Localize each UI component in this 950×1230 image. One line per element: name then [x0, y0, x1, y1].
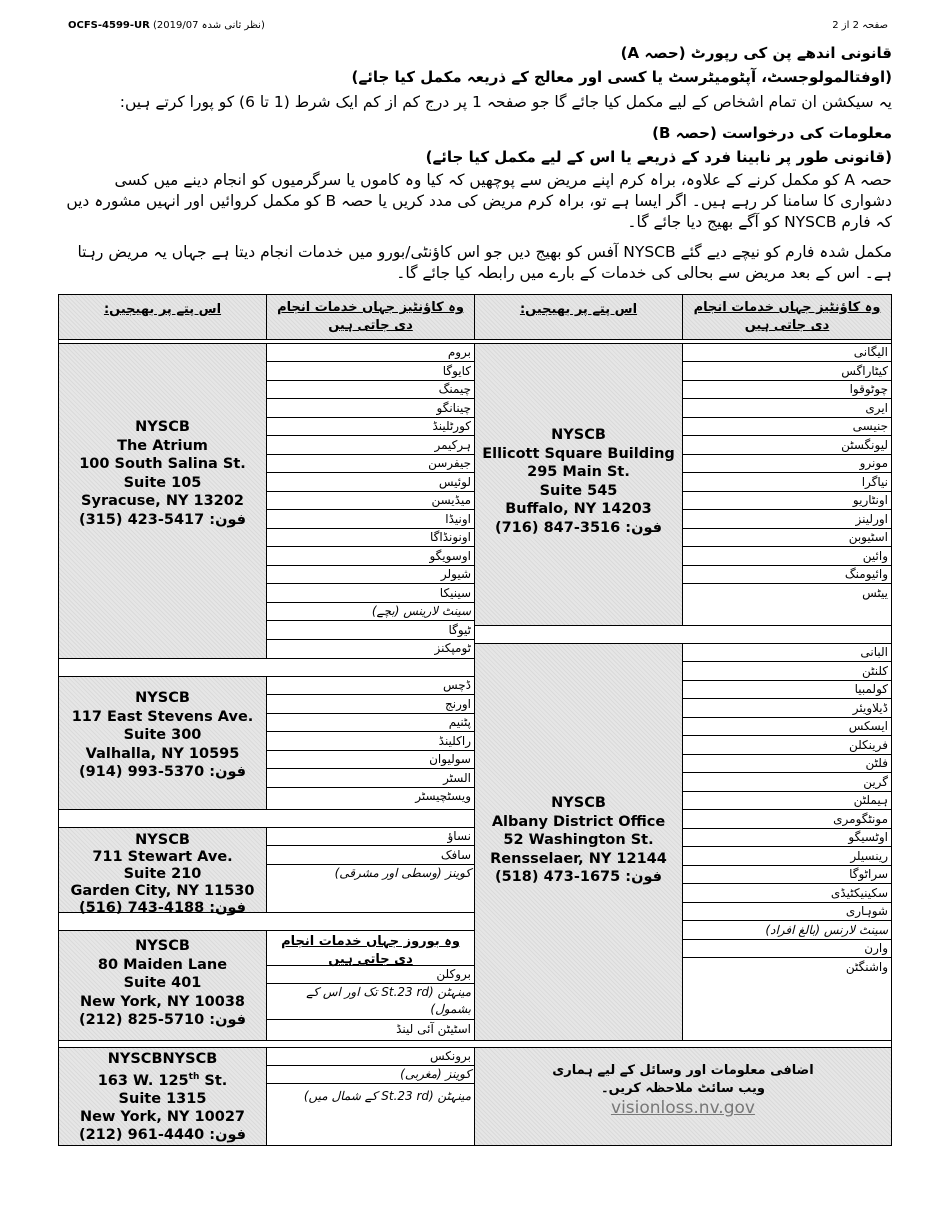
gardencity-line2: 711 Stewart Ave. [92, 849, 233, 865]
newyork-phone: فون: 5710-825 (212) [78, 1012, 247, 1028]
syracuse-county-item: اونونڈاگا [267, 529, 474, 547]
form-id [68, 20, 265, 31]
valhalla-county-item: ویسٹچیسٹر [415, 789, 471, 803]
office-table [58, 294, 892, 1146]
syracuse-line3: 100 South Salina St. [79, 456, 246, 472]
header-send-to-right-label: اس پتے پر بھیجیں: [519, 302, 638, 317]
syracuse-county-item: کایوگا [267, 363, 474, 381]
buffalo-county-item: اسٹیوبن [683, 529, 891, 547]
gardencity-line4: Garden City, NY 11530 [70, 883, 255, 899]
albany-county-item: ڈیلاویئر [683, 700, 891, 718]
borough-brooklyn: بروکلن [267, 966, 474, 984]
albany-line2: Albany District Office [491, 813, 666, 830]
buffalo-county-item: جنیسی [683, 418, 891, 436]
buffalo-county-item: ییٹس [862, 585, 888, 600]
buffalo-county-item: کیٹاراگس [683, 363, 891, 381]
header-counties-right-label: وہ کاؤنٹیز جہاں خدمات انجام دی جاتی ہیں [693, 300, 881, 333]
info-box [474, 1047, 892, 1146]
gap-after-valhalla [58, 809, 475, 828]
borough-staten-island: اسٹیٹن آئی لینڈ [396, 1022, 471, 1036]
albany-county-item: سراٹوگا [683, 866, 891, 884]
albany-line1: NYSCB [551, 795, 606, 811]
buffalo-line4: Suite 545 [539, 482, 618, 499]
buffalo-county-item: نیاگرا [683, 474, 891, 492]
borough-queens-west: کوینز (مغربی) [267, 1066, 474, 1084]
albany-phone: فون: 1675-473 (518) [494, 869, 663, 885]
office-valhalla [58, 676, 267, 810]
info-url-wrap [475, 1098, 891, 1118]
office-valhalla-address [59, 677, 266, 782]
albany-county-item: البانی [683, 644, 891, 662]
header-send-to-left [58, 294, 267, 340]
gardencity-county-item: سافک [267, 847, 474, 865]
office-gardencity [58, 827, 267, 916]
harlem-line4: New York, NY 10027 [79, 1108, 246, 1125]
buffalo-county-item: مونرو [683, 455, 891, 473]
borough-manhattan-south: مینہٹن (St.23 rd تک اور اس کے بشمول) [267, 984, 474, 1020]
syracuse-county-item: ٹومپکنز [434, 641, 471, 655]
office-albany-address [475, 644, 682, 887]
albany-county-item: گرین [683, 774, 891, 792]
syracuse-county-item: ہرکیمر [267, 437, 474, 455]
section-b-instructions: مکمل شدہ فارم کو نیچے دیے گئے NYSCB آفس کو بھیج دیں جو اس کاؤنٹی/بورو میں خدمات انجام دیتا ہے جہاں یہ مریض رہتا ہے۔ اس کے بعد مریض سے بحالی کی خدمات کے بارے میں رابطہ کیا جائے گا۔ [77, 243, 892, 282]
gap-after-buffalo [474, 625, 892, 644]
form-id-code: OCFS-4599-UR [68, 20, 150, 31]
syracuse-county-item: اوسویگو [267, 548, 474, 566]
harlem-line2-st: St. [199, 1072, 228, 1089]
office-buffalo-address [475, 344, 682, 537]
office-syracuse-address [59, 344, 266, 529]
header-send-to-left-label: اس پتے پر بھیجیں: [103, 302, 222, 317]
syracuse-phone: فون: 5417-423 (315) [78, 511, 247, 528]
section-b-title: معلومات کی درخواست (حصہ B) [652, 124, 892, 142]
albany-county-item: کلنٹن [683, 663, 891, 681]
section-a-title: قانونی اندھے پن کی رپورٹ (حصہ A) [620, 44, 892, 62]
form-revision: (2019/07 نظر ثانی شدہ) [153, 20, 265, 31]
syracuse-county-item: کورٹلینڈ [267, 418, 474, 436]
office-newyork [58, 930, 267, 1041]
syracuse-line4: Suite 105 [123, 474, 202, 491]
section-a-text: یہ سیکشن ان تمام اشخاص کے لیے مکمل کیا جائے گا جو صفحہ 1 پر درج کم از کم ایک شرط (1 تا 6) کو پورا کرتے ہیں: [119, 93, 892, 111]
buffalo-county-item: اورلینز [683, 511, 891, 529]
boroughs-header-1: وہ بوروز جہاں خدمات انجام دی جاتی ہیں [267, 931, 474, 966]
albany-county-item: واشنگٹن [845, 959, 888, 974]
syracuse-county-item: سینیکا [267, 585, 474, 603]
valhalla-county-item: السٹر [267, 770, 474, 788]
albany-county-item: اوٹسیگو [683, 829, 891, 847]
gardencity-line3: Suite 210 [123, 866, 202, 882]
harlem-line2 [59, 1068, 266, 1090]
buffalo-county-item: الیگانی [683, 344, 891, 362]
buffalo-county-item: وائیومنگ [683, 566, 891, 584]
syracuse-counties [266, 343, 475, 659]
newyork-boroughs [266, 930, 475, 1041]
buffalo-line2: Ellicott Square Building [482, 445, 675, 462]
syracuse-county-item: بروم [267, 344, 474, 362]
valhalla-counties [266, 676, 475, 810]
office-harlem [58, 1047, 267, 1146]
page-number: صفحہ 2 از 2 [832, 20, 888, 31]
buffalo-county-item: ایری [683, 400, 891, 418]
harlem-line3: Suite 1315 [118, 1090, 207, 1107]
albany-county-item: فرینکلن [683, 737, 891, 755]
office-gardencity-address [59, 828, 266, 917]
buffalo-line3: 295 Main St. [527, 464, 630, 480]
office-newyork-address [59, 931, 266, 1030]
syracuse-county-item: میڈیسن [267, 492, 474, 510]
albany-county-item: فلٹن [683, 755, 891, 773]
valhalla-county-item: ڈچس [267, 677, 474, 695]
harlem-line2-street: 163 W. 125 [97, 1072, 189, 1089]
valhalla-line1: NYSCB [135, 690, 190, 706]
syracuse-county-item: سینٹ لارینس (بچے) [267, 603, 474, 621]
buffalo-county-item: اونٹاریو [683, 492, 891, 510]
valhalla-county-item: راکلینڈ [267, 733, 474, 751]
buffalo-line1: NYSCB [551, 427, 606, 443]
valhalla-county-item: پٹنیم [267, 714, 474, 732]
harlem-boroughs [266, 1047, 475, 1146]
office-syracuse [58, 343, 267, 659]
valhalla-phone: فون: 5370-993 (914) [78, 764, 247, 780]
office-albany [474, 643, 683, 1041]
website-link[interactable]: visionloss.nv.gov [611, 1098, 755, 1118]
albany-county-item: وارن [683, 940, 891, 958]
syracuse-line2: The Atrium [117, 437, 208, 454]
albany-line3: 52 Washington St. [503, 832, 654, 848]
harlem-line2-sup: th [188, 1072, 200, 1082]
valhalla-line4: Valhalla, NY 10595 [85, 745, 240, 762]
newyork-line3: Suite 401 [123, 975, 202, 991]
gardencity-county-item: نساؤ [267, 828, 474, 846]
gardencity-line1: NYSCB [135, 832, 190, 848]
albany-county-item: سینٹ لارنس (بالغ افراد) [683, 922, 891, 940]
info-line1: اضافی معلومات اور وسائل کے لیے ہماری [552, 1063, 814, 1078]
gap-after-gardencity [58, 912, 475, 931]
buffalo-county-item: لیونگسٹن [683, 437, 891, 455]
buffalo-counties [682, 343, 892, 626]
header-counties-left [266, 294, 475, 340]
gardencity-county-item: کوینز (وسطی اور مشرقی) [334, 866, 471, 880]
harlem-line1: NYSCBNYSCB [107, 1051, 218, 1067]
office-harlem-address [59, 1048, 266, 1144]
section-a-subtitle: (اوفتالمولوجسٹ، آپٹومیٹرسٹ یا کسی اور معالج کے ذریعہ مکمل کیا جائے) [351, 68, 892, 86]
valhalla-county-item: سولیوان [267, 751, 474, 769]
borough-bronx: برونکس [267, 1048, 474, 1066]
header-counties-left-label: وہ کاؤنٹیز جہاں خدمات انجام دی جاتی ہیں [277, 300, 464, 333]
albany-county-item: ہیملٹن [683, 792, 891, 810]
newyork-line1: NYSCB [135, 938, 190, 954]
section-b-subtitle: (قانونی طور پر نابینا فرد کے ذریعے یا اس کے لیے مکمل کیا جائے) [425, 148, 892, 166]
buffalo-line5: Buffalo, NY 14203 [505, 501, 652, 517]
syracuse-county-item: اونیڈا [267, 511, 474, 529]
syracuse-county-item: چیمنگ [267, 381, 474, 399]
albany-county-item: کولمبیا [683, 681, 891, 699]
syracuse-county-item: لوئیس [267, 474, 474, 492]
newyork-line2: 80 Maiden Lane [97, 956, 228, 973]
albany-line4: Rensselaer, NY 12144 [490, 850, 667, 867]
newyork-line4: New York, NY 10038 [79, 993, 246, 1010]
albany-county-item: رینسیلر [683, 848, 891, 866]
gardencity-phone: فون: 4188-743 (516) [78, 900, 247, 916]
header-counties-right [682, 294, 892, 340]
albany-county-item: ایسکس [683, 718, 891, 736]
albany-counties [682, 643, 892, 1041]
valhalla-line2: 117 East Stevens Ave. [71, 708, 254, 725]
syracuse-line5: Syracuse, NY 13202 [81, 493, 244, 509]
borough-manhattan-north: مینہٹن (St.23 rd کے شمال میں) [303, 1089, 471, 1103]
info-line2: ویب سائٹ ملاحظہ کریں۔ [600, 1081, 766, 1096]
syracuse-county-item: ٹیوگا [267, 622, 474, 640]
syracuse-county-item: چینانگو [267, 400, 474, 418]
gap-after-syracuse [58, 658, 475, 677]
syracuse-county-item: شیولر [267, 566, 474, 584]
office-buffalo [474, 343, 683, 626]
buffalo-county-item: چوٹوقوا [683, 381, 891, 399]
syracuse-county-item: جیفرسن [267, 455, 474, 473]
albany-county-item: سکینیکٹیڈی [683, 885, 891, 903]
syracuse-line1: NYSCB [135, 419, 190, 435]
valhalla-line3: Suite 300 [123, 727, 202, 743]
buffalo-county-item: وائین [683, 548, 891, 566]
harlem-phone: فون: 4440-961 (212) [78, 1126, 247, 1143]
section-b-text: حصہ A کو مکمل کرنے کے علاوہ، براہ کرم اپنے مریض سے پوچھیں کہ کیا وہ کاموں یا سرگرمیوں کو انجام دینے میں کسی دشواری کا سامنا کر رہے ہیں۔ اگر ایسا ہے تو، براہ کرم مریض کی مدد کریں یا حصہ B کو مکمل کروائیں اور انہیں مشورہ دیں کہ فارم NYSCB کو آگے بھیج دیا جائے گا۔ [66, 171, 892, 231]
albany-county-item: شوہاری [683, 903, 891, 921]
valhalla-county-item: اورنج [267, 696, 474, 714]
header-send-to-right [474, 294, 683, 340]
gardencity-counties [266, 827, 475, 913]
albany-county-item: مونٹگومری [683, 811, 891, 829]
buffalo-phone: فون: 3516-847 (716) [494, 519, 663, 536]
